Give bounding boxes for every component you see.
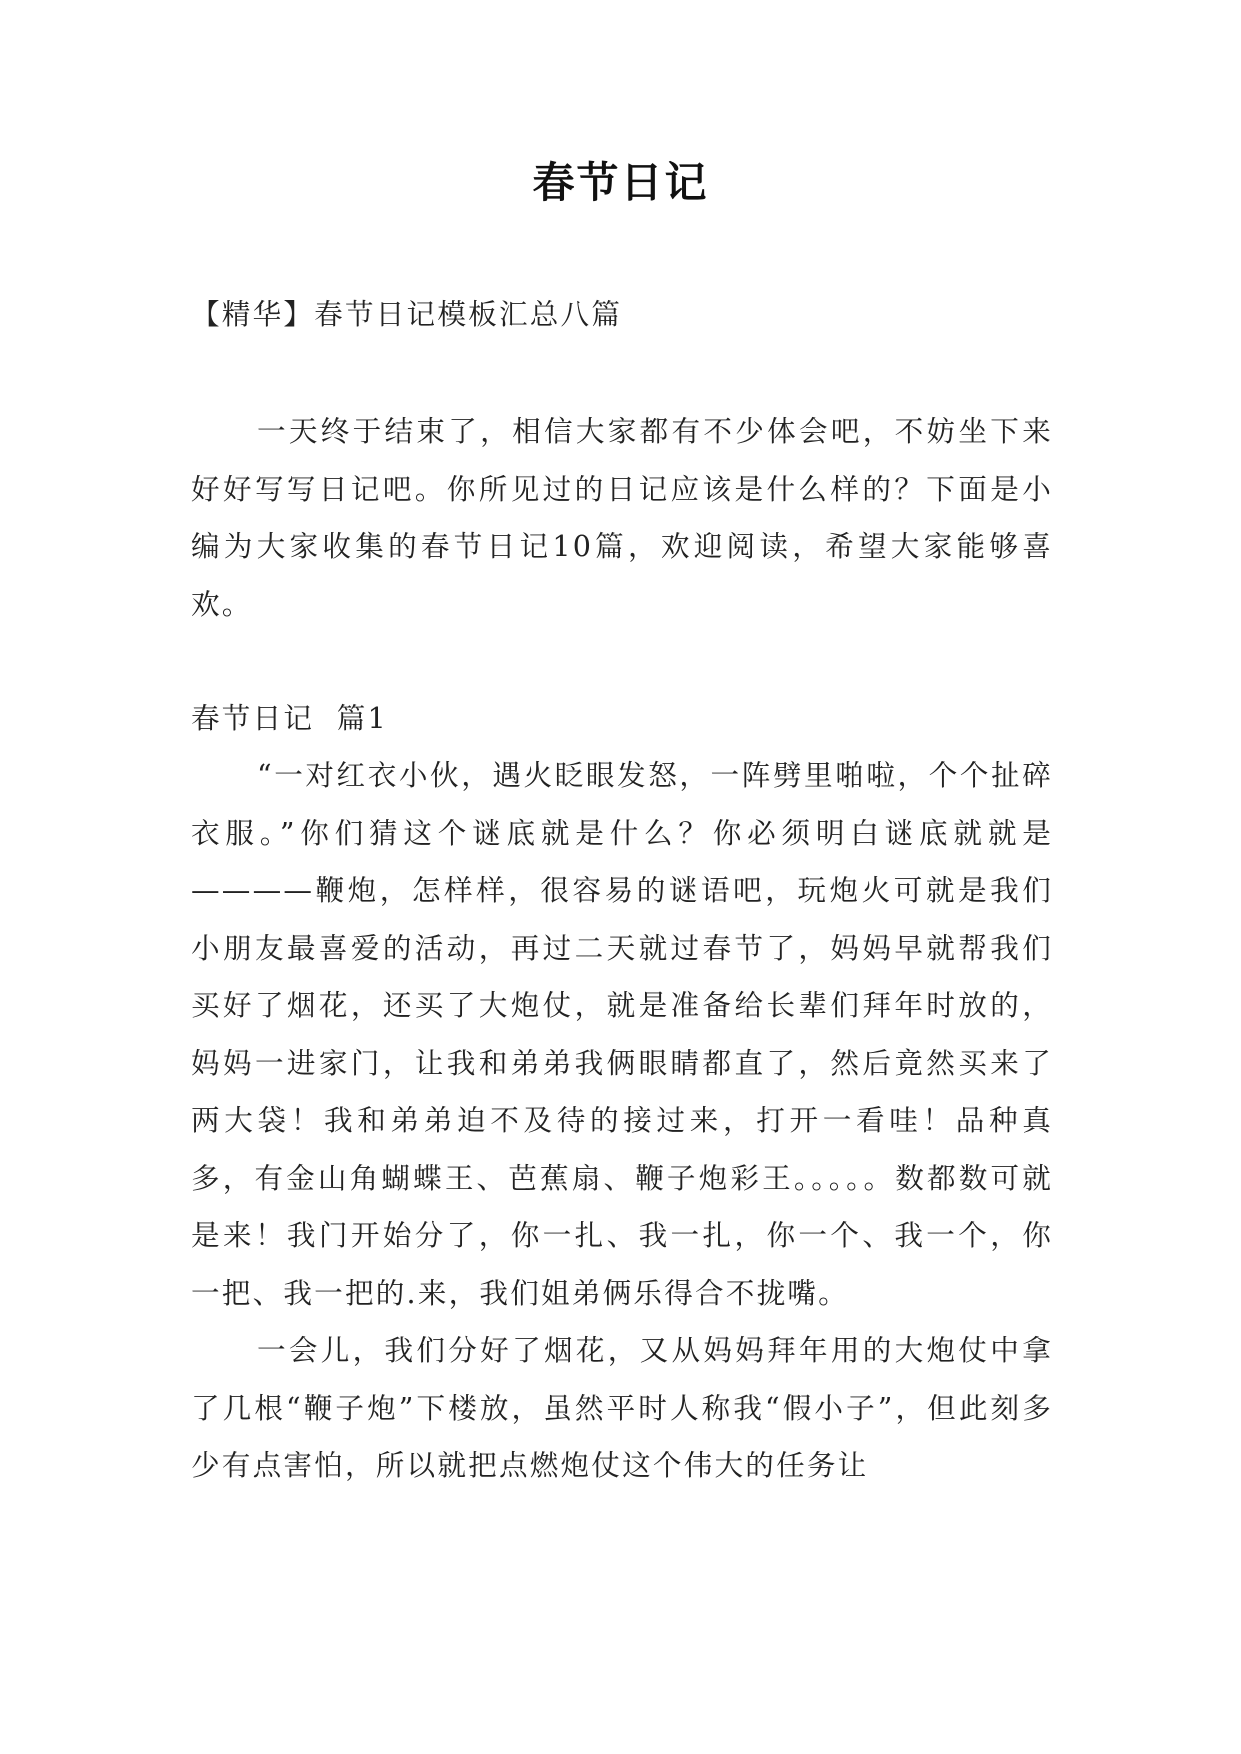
section-heading: 春节日记 篇1 bbox=[191, 701, 388, 735]
section-content bbox=[191, 747, 1053, 1495]
intro-paragraph: 一天终于结束了，相信大家都有不少体会吧，不妨坐下来好好写写日记吧。你所见过的日记应该是什么样的？下面是小编为大家收集的春节日记10篇，欢迎阅读，希望大家能够喜欢。 bbox=[191, 414, 1053, 621]
body-paragraph-2: 一会儿，我们分好了烟花，又从妈妈拜年用的大炮仗中拿了几根“鞭子炮”下楼放，虽然平时人称我“假小子”，但此刻多少有点害怕，所以就把点燃炮仗这个伟大的任务让 bbox=[191, 1333, 1053, 1482]
document-subtitle: 【精华】春节日记模板汇总八篇 bbox=[191, 297, 623, 331]
document-title: 春节日记 bbox=[532, 158, 709, 207]
body-paragraph-1: “一对红衣小伙，遇火眨眼发怒，一阵劈里啪啦，个个扯碎衣服。”你们猜这个谜底就是什么？你必须明白谜底就就是————鞭炮，怎样样，很容易的谜语吧，玩炮火可就是我们小朋友最喜爱的活动，再过二天就过春节了，妈妈早就帮我们买好了烟花，还买了大炮仗，就是准备给长辈们拜年时放的，妈妈一进家门，让我和弟弟我俩眼睛都直了，然后竟然买来了两大袋！我和弟弟迫不及待的接过来，打开一看哇！品种真多，有金山角蝴蝶王、芭蕉扇、鞭子炮彩王。。。。。数都数可就是来！我门开始分了，你一扎、我一扎，你一个、我一个，你一把、我一把的.来，我们姐弟俩乐得合不拢嘴。 bbox=[191, 758, 1053, 1310]
